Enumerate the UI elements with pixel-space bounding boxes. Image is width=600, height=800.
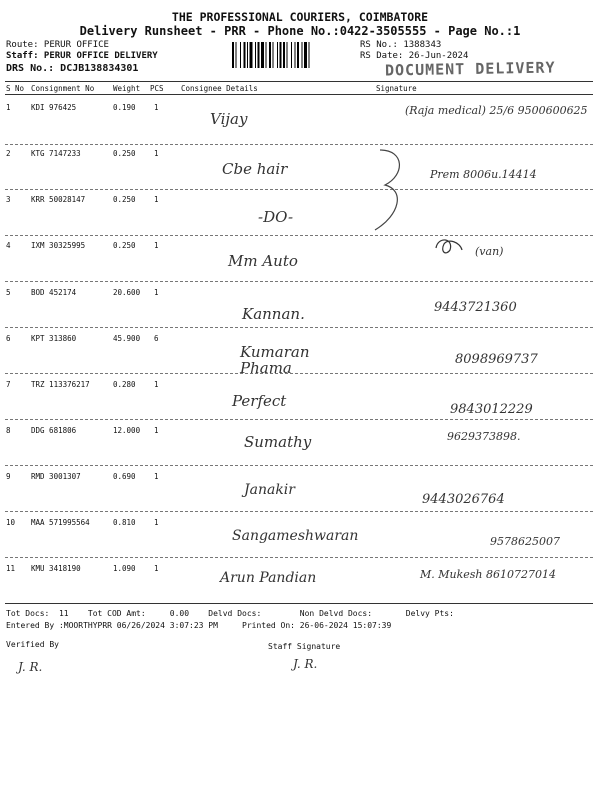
row-1-sno: 1: [6, 103, 11, 112]
row-8-weight: 12.000: [113, 426, 141, 435]
row-10-pcs: 1: [154, 518, 159, 527]
column-signature: Signature: [376, 84, 417, 93]
row-7-weight: 0.280: [113, 380, 136, 389]
row-11-weight: 1.090: [113, 564, 136, 573]
rs-number: RS No.: 1388343: [360, 40, 442, 50]
row-4-pcs: 1: [154, 241, 159, 250]
row-4-consignee: Mm Auto: [228, 252, 298, 270]
row-4-signature: (van): [475, 245, 504, 258]
row-divider: [5, 419, 593, 420]
row-8-consignee: Sumathy: [244, 433, 312, 451]
row-11-sno: 11: [6, 564, 16, 573]
row-11-pcs: 1: [154, 564, 159, 573]
row-6-pcs: 6: [154, 334, 159, 343]
row-1-pcs: 1: [154, 103, 159, 112]
row-11-signature: M. Mukesh 8610727014: [420, 568, 556, 581]
signature-scribble: [432, 234, 466, 258]
page-title: THE PROFESSIONAL COURIERS, COIMBATORE: [171, 10, 429, 24]
row-5-signature: 9443721360: [434, 300, 517, 315]
staff-signature-label: Staff Signature: [268, 642, 341, 651]
drs-number: DRS No.: DCJB138834301: [6, 63, 139, 74]
row-1-signature: (Raja medical) 25/6 9500600625: [405, 104, 588, 117]
row-10-consignee: Sangameshwaran: [232, 528, 359, 544]
row-4-weight: 0.250: [113, 241, 136, 250]
row-8-signature: 9629373898.: [447, 430, 521, 443]
row-divider: [5, 465, 593, 466]
runsheet-subtitle: Delivery Runsheet - PRR - Phone No.:0422-3505555 - Page No.:1: [79, 24, 521, 38]
totals-line: Tot Docs: 11 Tot COD Amt: 0.00 Delvd Docs: Non Delvd Docs: Delvy Pts:: [6, 609, 454, 618]
row-6-weight: 45.900: [113, 334, 141, 343]
row-6-consignee: Kumaran Phama: [240, 343, 310, 377]
row-9-consignee: Janakir: [244, 482, 295, 498]
row-divider: [5, 235, 593, 236]
row-2-consignee: Cbe hair: [222, 160, 288, 178]
row-11-consignee: Arun Pandian: [220, 570, 317, 586]
row-4-sno: 4: [6, 241, 11, 250]
row-9-signature: 9443026764: [422, 492, 505, 507]
staff-label: Staff: PERUR OFFICE DELIVERY: [6, 51, 158, 61]
row-divider: [5, 144, 593, 145]
row-1-consignment: KDI 976425: [31, 103, 77, 112]
row-2-pcs: 1: [154, 149, 159, 158]
row-8-consignment: DDG 681806: [31, 426, 77, 435]
column-consignee: Consignee Details: [181, 84, 258, 93]
row-9-sno: 9: [6, 472, 11, 481]
row-6-sno: 6: [6, 334, 11, 343]
staff-initials: J. R.: [293, 657, 318, 671]
row-3-weight: 0.250: [113, 195, 136, 204]
row-9-consignment: RMD 3001307: [31, 472, 81, 481]
column-consignment: Consignment No: [31, 84, 95, 93]
row-5-pcs: 1: [154, 288, 159, 297]
row-11-consignment: KMU 3418190: [31, 564, 81, 573]
row-6-consignment: KPT 313860: [31, 334, 77, 343]
row-5-consignment: BOD 452174: [31, 288, 77, 297]
table-header-rule: [5, 94, 593, 95]
row-7-signature: 9843012229: [450, 402, 533, 417]
row-3-consignee: -DO-: [258, 208, 294, 226]
rs-date: RS Date: 26-Jun-2024: [360, 51, 469, 61]
row-8-sno: 8: [6, 426, 11, 435]
verified-by-label: Verified By: [6, 640, 59, 649]
row-10-signature: 9578625007: [490, 535, 560, 548]
row-8-pcs: 1: [154, 426, 159, 435]
column-sno: S No: [6, 84, 25, 93]
row-2-consignment: KTG 7147233: [31, 149, 81, 158]
row-2-signature: Prem 8006u.14414: [430, 168, 537, 181]
row-2-sno: 2: [6, 149, 11, 158]
barcode-image: [232, 42, 354, 68]
row-divider: [5, 281, 593, 282]
row-divider: [5, 511, 593, 512]
document-delivery-stamp: DOCUMENT DELIVERY: [384, 58, 556, 80]
row-10-sno: 10: [6, 518, 16, 527]
row-divider: [5, 557, 593, 558]
row-6-signature: 8098969737: [455, 352, 538, 367]
row-4-consignment: IXM 30325995: [31, 241, 86, 250]
row-3-consignment: KRR 50028147: [31, 195, 86, 204]
row-divider: [5, 189, 593, 190]
route-label: Route: PERUR OFFICE: [6, 40, 109, 50]
row-5-weight: 20.600: [113, 288, 141, 297]
verified-initials: J. R.: [18, 660, 43, 674]
row-1-consignee: Vijay: [210, 110, 248, 128]
row-3-pcs: 1: [154, 195, 159, 204]
row-10-consignment: MAA 571995564: [31, 518, 90, 527]
row-7-sno: 7: [6, 380, 11, 389]
row-5-sno: 5: [6, 288, 11, 297]
column-weight: Weight: [113, 84, 141, 93]
entered-by-line: Entered By :MOORTHYPRR 06/26/2024 3:07:23 PM Printed On: 26-06-2024 15:07:39: [6, 621, 392, 630]
row-divider: [5, 327, 593, 328]
row-2-weight: 0.250: [113, 149, 136, 158]
row-5-consignee: Kannan.: [242, 305, 305, 323]
row-10-weight: 0.810: [113, 518, 136, 527]
handwritten-bracket-mark: [360, 145, 420, 240]
row-9-pcs: 1: [154, 472, 159, 481]
row-3-sno: 3: [6, 195, 11, 204]
column-pcs: PCS: [150, 84, 164, 93]
row-1-weight: 0.190: [113, 103, 136, 112]
row-7-consignment: TRZ 113376217: [31, 380, 90, 389]
row-9-weight: 0.690: [113, 472, 136, 481]
row-7-consignee: Perfect: [232, 392, 287, 410]
table-bottom-rule: [5, 603, 593, 604]
row-divider: [5, 373, 593, 374]
table-top-rule: [5, 81, 593, 82]
row-7-pcs: 1: [154, 380, 159, 389]
